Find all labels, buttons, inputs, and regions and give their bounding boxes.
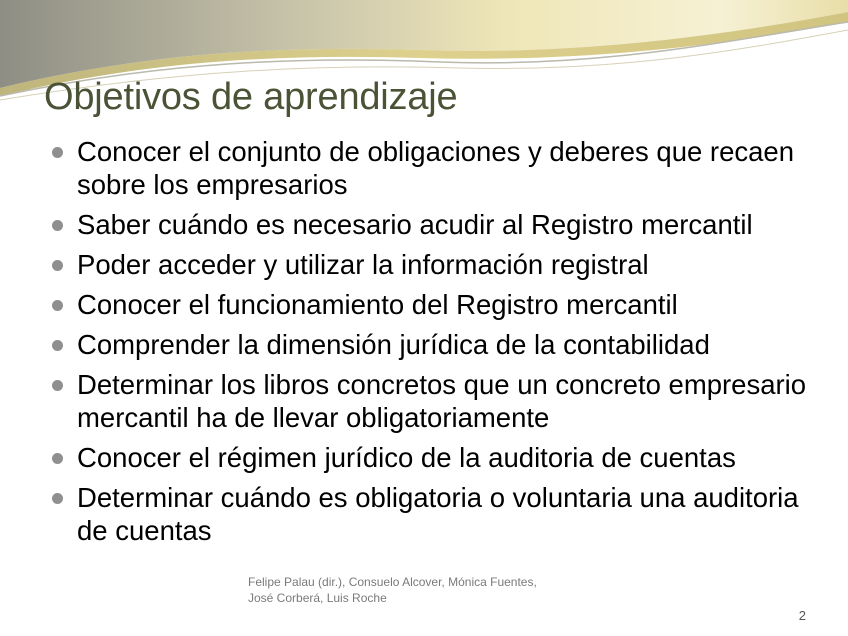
list-item-text: Conocer el conjunto de obligaciones y deberes que recaen sobre los empresarios <box>77 136 795 200</box>
slide-title: Objetivos de aprendizaje <box>44 76 458 118</box>
footer-authors: Felipe Palau (dir.), Consuelo Alcover, Mónica Fuentes, José Corberá, Luis Roche <box>248 575 537 605</box>
bullet-icon <box>52 220 63 231</box>
list-item <box>50 248 830 281</box>
objectives-list <box>50 135 830 554</box>
list-item-text: Conocer el funcionamiento del Registro mercantil <box>77 289 678 320</box>
bullet-icon <box>52 380 63 391</box>
list-item <box>50 368 830 434</box>
bullet-icon <box>52 260 63 271</box>
list-item-text: Poder acceder y utilizar la información registral <box>77 249 649 280</box>
list-item-text: Saber cuándo es necesario acudir al Registro mercantil <box>77 209 753 240</box>
bullet-icon <box>52 453 63 464</box>
list-item-text: Determinar cuándo es obligatoria o voluntaria una auditoria de cuentas <box>77 482 799 546</box>
list-item-text: Comprender la dimensión jurídica de la contabilidad <box>77 329 710 360</box>
list-item <box>50 328 830 361</box>
list-item <box>50 481 830 547</box>
list-item <box>50 135 830 201</box>
list-item <box>50 288 830 321</box>
page-number: 2 <box>798 608 806 623</box>
list-item <box>50 441 830 474</box>
bullet-icon <box>52 340 63 351</box>
list-item-text: Conocer el régimen jurídico de la auditoria de cuentas <box>77 442 736 473</box>
bullet-icon <box>52 300 63 311</box>
list-item-text: Determinar los libros concretos que un concreto empresario mercantil ha de llevar obligatoriamente <box>77 369 807 433</box>
bullet-icon <box>52 147 63 158</box>
list-item <box>50 208 830 241</box>
bullet-icon <box>52 493 63 504</box>
